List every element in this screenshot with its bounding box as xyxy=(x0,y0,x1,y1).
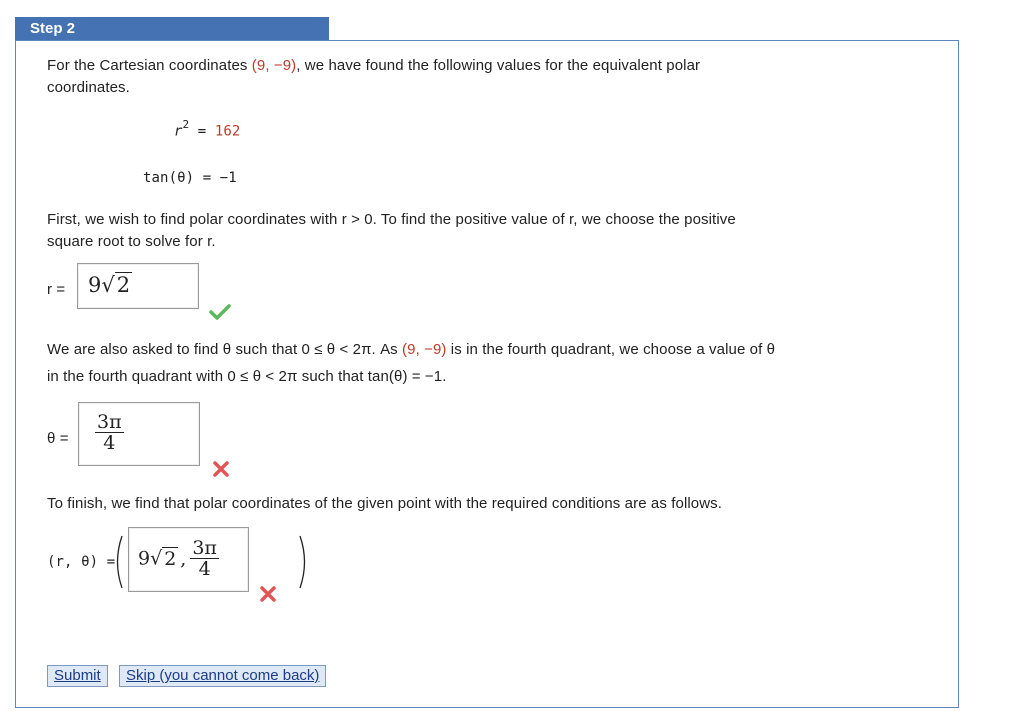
intro-text-b: , we have found the following values for the equivalent polar xyxy=(296,57,701,74)
step-header-tab xyxy=(15,17,329,40)
r-coefficient: 9 xyxy=(88,273,102,297)
polar-coefficient: 9 xyxy=(138,547,151,570)
polar-numerator: 3π xyxy=(192,537,217,559)
polar-denominator: 4 xyxy=(198,558,211,580)
r-radicand: 2 xyxy=(116,273,131,297)
exponent: 2 xyxy=(182,118,190,131)
polar-answer-input[interactable] xyxy=(128,527,249,592)
intro-line-2: coordinates. xyxy=(47,79,130,96)
r-squared-equation xyxy=(174,116,240,143)
theta-answer-input[interactable] xyxy=(78,402,200,466)
right-paren-icon xyxy=(297,534,311,590)
r-squared-value: 162 xyxy=(214,123,241,140)
r-symbol: r xyxy=(174,123,183,140)
r-label: r = xyxy=(47,281,66,298)
also-line-1 xyxy=(47,339,775,361)
r-answer-expression xyxy=(88,273,132,297)
also-line-2: in the fourth quadrant with 0 ≤ θ < 2π such that tan(θ) = −1. xyxy=(47,368,447,385)
theta-denominator: 4 xyxy=(103,432,116,454)
finish-line: To finish, we find that polar coordinates of the given point with the required conditions are as follows. xyxy=(47,495,723,512)
submit-button[interactable]: Submit xyxy=(47,665,108,687)
theta-numerator: 3π xyxy=(97,411,122,433)
intro-line-1 xyxy=(47,55,700,77)
also-cartesian-point: (9, −9) xyxy=(402,341,447,358)
also-text-a: We are also asked to find θ such that 0 ≤ θ < 2π. As xyxy=(47,341,403,358)
polar-label: (r, θ) = xyxy=(47,554,116,570)
intro-text-a: For the Cartesian coordinates xyxy=(47,57,252,74)
incorrect-x-icon xyxy=(260,586,276,602)
incorrect-x-icon xyxy=(213,461,229,477)
step-title: Step 2 xyxy=(30,20,76,37)
equals-sign: = xyxy=(189,123,215,140)
tan-equation: tan(θ) = −1 xyxy=(143,170,237,186)
sqrt-icon: √ xyxy=(150,547,163,570)
first-line-2: square root to solve for r. xyxy=(47,233,216,250)
first-line-1: First, we wish to find polar coordinates with r > 0. To find the positive value of r, we choose the positive xyxy=(47,211,736,228)
polar-radicand: 2 xyxy=(164,547,177,570)
polar-comma: , xyxy=(180,547,187,570)
theta-label: θ = xyxy=(47,430,69,447)
skip-button[interactable]: Skip (you cannot come back) xyxy=(119,665,326,687)
r-answer-input[interactable] xyxy=(77,263,199,309)
also-text-b: is in the fourth quadrant, we choose a value of θ xyxy=(446,341,776,358)
cartesian-point: (9, −9) xyxy=(251,57,297,74)
left-paren-icon xyxy=(111,534,125,590)
polar-theta-fraction xyxy=(190,538,219,579)
sqrt-icon: √ xyxy=(101,273,115,297)
polar-r-part xyxy=(138,547,178,570)
polar-answer-expression xyxy=(138,538,219,579)
correct-check-icon xyxy=(209,304,231,320)
theta-fraction xyxy=(95,412,124,453)
